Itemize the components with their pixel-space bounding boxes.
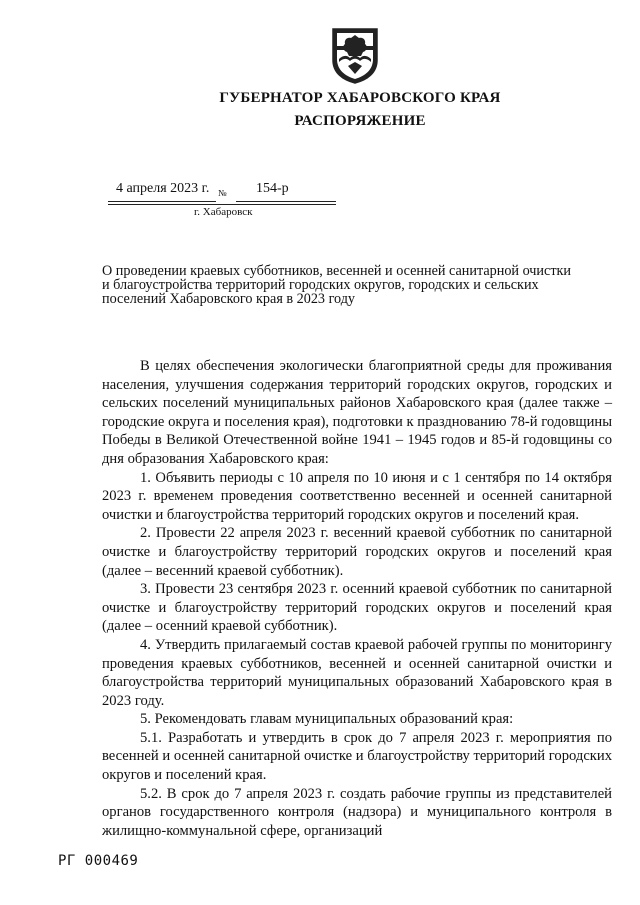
document-date: 4 апреля 2023 г. [116, 181, 210, 196]
title-line: О проведении краевых субботников, весенней и осенней санитарной очистки [102, 263, 572, 279]
number-underline [236, 201, 336, 202]
clause-paragraph: 5.2. В срок до 7 апреля 2023 г. создать рабочие группы из представителей органов государственного контроля (надзора) и муниципального контроля в жилищно-коммунальной сфере, организаций [102, 785, 612, 839]
header-divider [108, 204, 336, 205]
document-title [102, 264, 612, 306]
coat-of-arms-emblem [330, 26, 380, 84]
clause-paragraph: 5.1. Разработать и утвердить в срок до 7 апреля 2023 г. мероприятия по весенней и осенней санитарной очистке и благоустройству территорий городских округов и поселений края. [102, 729, 612, 784]
clause-paragraph: 3. Провести 23 сентября 2023 г. осенний краевой субботник по санитарной очистке и благоустройству территорий городских округов и поселений края (далее – осенний краевой субботник). [102, 581, 612, 635]
document-number: 154-р [256, 181, 289, 196]
clause-paragraph: 2. Провести 22 апреля 2023 г. весенний краевой субботник по санитарной очистке и благоустройству территорий городских округов и поселений края (далее – весенний краевой субботник). [102, 525, 612, 579]
authority-heading: ГУБЕРНАТОР ХАБАРОВСКОГО КРАЯ [219, 90, 501, 106]
date-underline [108, 201, 216, 202]
clause-paragraph: 1. Объявить периоды с 10 апреля по 10 июня и с 1 сентября по 14 октября 2023 г. временем проведения соответственно весенней и осенней санитарной очистки и благоустройства территорий городских округов и поселений края. [102, 469, 612, 523]
clause-paragraph: 4. Утвердить прилагаемый состав краевой рабочей группы по мониторингу проведения краевых субботников, весенней и осенней санитарной очистки и благоустройства территорий муниципальных образований Хабаровского края в 2023 году. [102, 636, 612, 709]
title-line: и благоустройства территорий городских округов, городских и сельских [102, 277, 539, 293]
document-place: г. Хабаровск [194, 206, 253, 218]
document-type-heading: РАСПОРЯЖЕНИЕ [294, 113, 426, 129]
registration-code: РГ 000469 [58, 853, 139, 869]
title-line: поселений Хабаровского края в 2023 году [102, 291, 356, 307]
preamble-paragraph: В целях обеспечения экологически благоприятной среды для проживания населения, улучшения содержания территорий городских округов, городских и сельских поселений муниципальных районов Хабаровского края (далее также – городские округа и поселения края), подготовки к празднованию 78-й годовщины Победы в Великой Отечественной войне 1941 – 1945 годов и 85-й годовщины со дня образования Хабаровского края: [102, 358, 612, 467]
number-sign: № [218, 188, 227, 198]
clause-paragraph: 5. Рекомендовать главам муниципальных образований края: [140, 711, 514, 728]
document-body [102, 357, 612, 840]
